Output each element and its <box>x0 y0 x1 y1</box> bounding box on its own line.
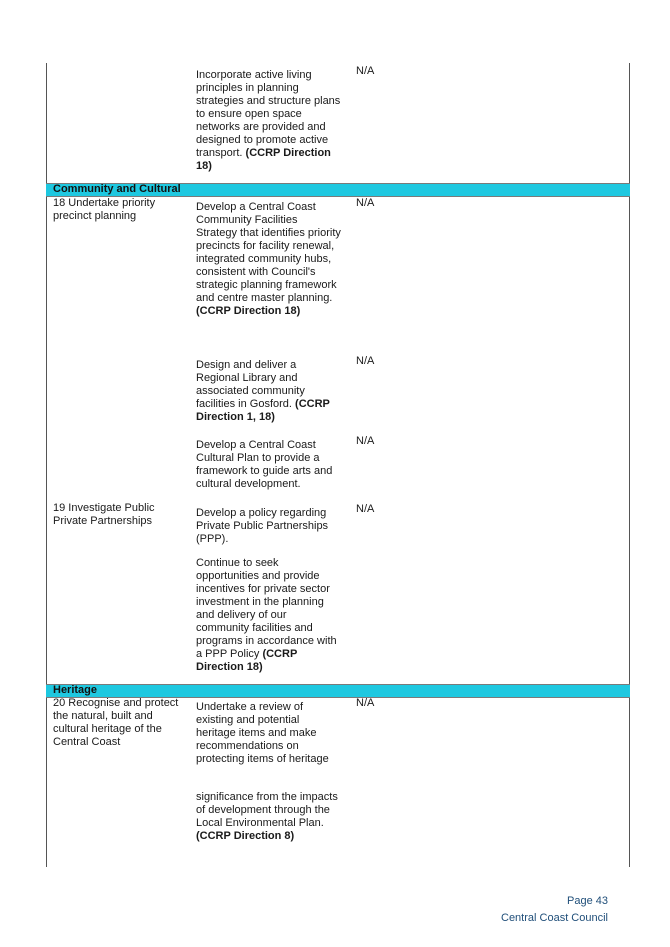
section-heading-label: Heritage <box>53 684 98 696</box>
action-cell: Develop a policy regarding Private Public Partnerships (PPP). <box>196 507 329 545</box>
status-cell: N/A <box>356 697 375 709</box>
page-number: Page 43 <box>567 895 608 907</box>
action-cell: Continue to seek opportunities and provide incentives for private sector investment in the planning and delivery of our community facilities and programs in accordance with a PPP Policy (CCRP Direction 18) <box>196 557 337 673</box>
objective-cell: 20 Recognise and protect the natural, built and cultural heritage of the Central Coast <box>53 697 179 748</box>
status-cell: N/A <box>356 197 375 209</box>
action-cell: Undertake a review of existing and potential heritage items and make recommendations on protecting items of heritage <box>196 701 329 765</box>
section-heading <box>46 183 630 197</box>
action-cell: Develop a Central Coast Cultural Plan to provide a framework to guide arts and cultural development. <box>196 439 333 490</box>
action-cell: Design and deliver a Regional Library and associated community facilities in Gosford. (CCRP Direction 1, 18) <box>196 359 330 423</box>
status-cell: N/A <box>356 435 375 447</box>
organisation-name: Central Coast Council <box>501 912 608 924</box>
status-cell: N/A <box>356 355 375 367</box>
objective-cell: 18 Undertake priority precinct planning <box>53 197 156 222</box>
section-heading <box>46 684 630 698</box>
status-cell: N/A <box>356 503 375 515</box>
action-cell: Incorporate active living principles in planning strategies and structure plans to ensure open space networks are provided and designed to promote active transport. (CCRP Direction 18) <box>196 69 341 172</box>
section-heading-label: Community and Cultural <box>53 183 181 195</box>
status-cell: N/A <box>356 65 375 77</box>
objective-cell: 19 Investigate Public Private Partnerships <box>53 502 155 527</box>
action-cell: Develop a Central Coast Community Facilities Strategy that identifies priority precincts for facility renewal, integrated community hubs, consistent with Council's strategic planning framework and centre master planning. (CCRP Direction 18) <box>196 201 341 317</box>
action-cell: significance from the impacts of development through the Local Environmental Plan. (CCRP Direction 8) <box>196 791 338 842</box>
